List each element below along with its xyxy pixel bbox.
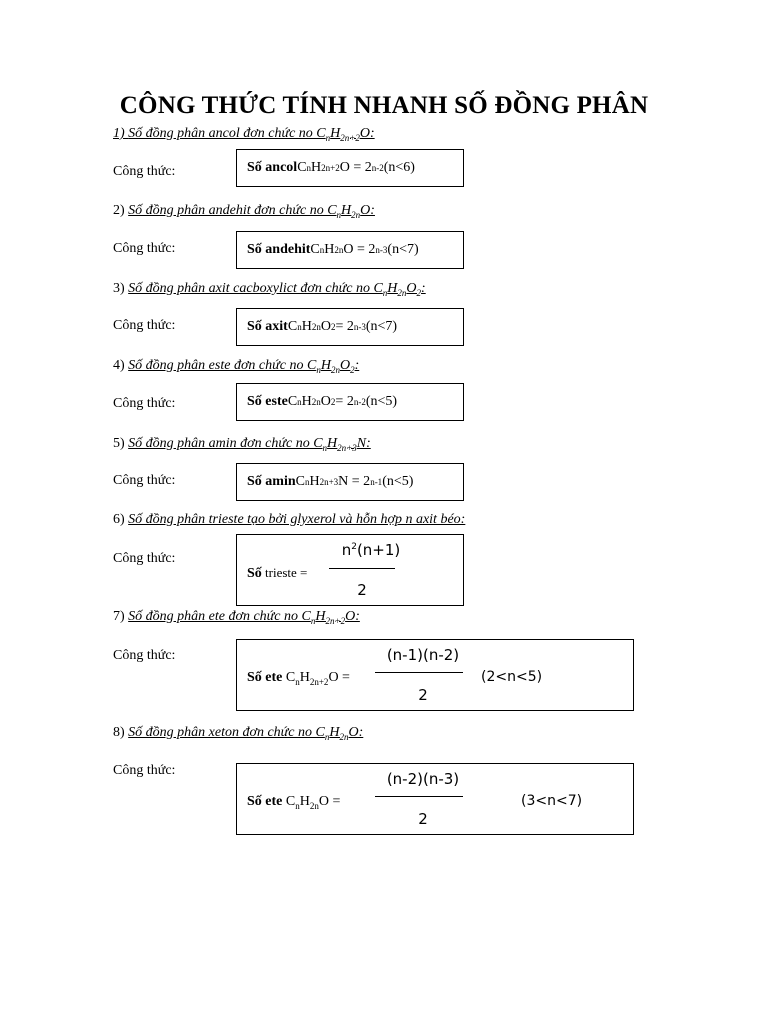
- formula-label-8: Công thức:: [113, 763, 176, 778]
- formula-box-5: Số amin C n H 2n+3 N = 2 n-1 (n<5): [236, 463, 464, 501]
- fraction-line: [329, 568, 395, 569]
- formula-box-2: Số andehit C n H 2n O = 2 n-3 (n<7): [236, 231, 464, 269]
- fraction-denominator: 2: [418, 686, 428, 704]
- formula-label-6: Công thức:: [113, 551, 176, 566]
- section-3-heading: 3) Số đồng phân axit cacboxylict đơn chức no $C_nH_{2n}O_2$:: [113, 281, 426, 298]
- formula-label-2: Công thức:: [113, 241, 176, 256]
- section-2-heading: 2) Số đồng phân andehit đơn chức no $C_nH_{2n}O$:: [113, 203, 375, 220]
- formula-box-3: Số axit C n H 2n O 2 = 2 n-3 (n<7): [236, 308, 464, 346]
- section-4-heading: 4) Số đồng phân este đơn chức no $C_nH_{2n}O_2$:: [113, 358, 360, 375]
- formula-label-1: Công thức:: [113, 164, 176, 179]
- formula-label-5: Công thức:: [113, 473, 176, 488]
- section-7-heading: 7) Số đồng phân ete đơn chức no $C_nH_{2n+2}O$:: [113, 609, 360, 626]
- fraction-line: [375, 796, 463, 797]
- fraction-denominator: 2: [357, 581, 367, 599]
- formula-box-4: Số este C n H 2n O 2 = 2 n-2 (n<5): [236, 383, 464, 421]
- section-8-heading: 8) Số đồng phân xeton đơn chức no $C_nH_{2n}O$:: [113, 725, 364, 742]
- section-1-heading: 1) Số đồng phân ancol đơn chức no $C_nH_{2n+2}O$:: [113, 126, 375, 143]
- section-5-heading: 5) Số đồng phân amin đơn chức no $C_nH_{2n+3}N$:: [113, 436, 371, 453]
- fraction-numerator: $n^2(n+1)$: [341, 541, 401, 559]
- formula-box-7: Số ete $C_nH_{2n+2}O$ = (n-1)(n-2) 2 (2<n<5): [236, 639, 634, 711]
- formula-label-4: Công thức:: [113, 396, 176, 411]
- fraction-denominator: 2: [418, 810, 428, 828]
- section-6-heading: 6) Số đồng phân trieste tạo bởi glyxerol và hỗn hợp n axit béo:: [113, 512, 466, 527]
- formula-label-3: Công thức:: [113, 318, 176, 333]
- formula-box-1: Số ancol C n H 2n+2 O = 2 n-2 (n<6): [236, 149, 464, 187]
- condition: (3<n<7): [521, 793, 583, 809]
- fraction-numerator: (n-2)(n-3): [386, 770, 460, 788]
- formula-box-8: Số ete $C_nH_{2n}O$ = (n-2)(n-3) 2 (3<n<7): [236, 763, 634, 835]
- fraction-numerator: (n-1)(n-2): [386, 646, 460, 664]
- formula-box-6: Số trieste = $n^2(n+1)$ 2: [236, 534, 464, 606]
- page-title: CÔNG THỨC TÍNH NHANH SỐ ĐỒNG PHÂN: [119, 92, 649, 119]
- condition: (2<n<5): [481, 669, 543, 685]
- fraction-line: [375, 672, 463, 673]
- formula-label-7: Công thức:: [113, 648, 176, 663]
